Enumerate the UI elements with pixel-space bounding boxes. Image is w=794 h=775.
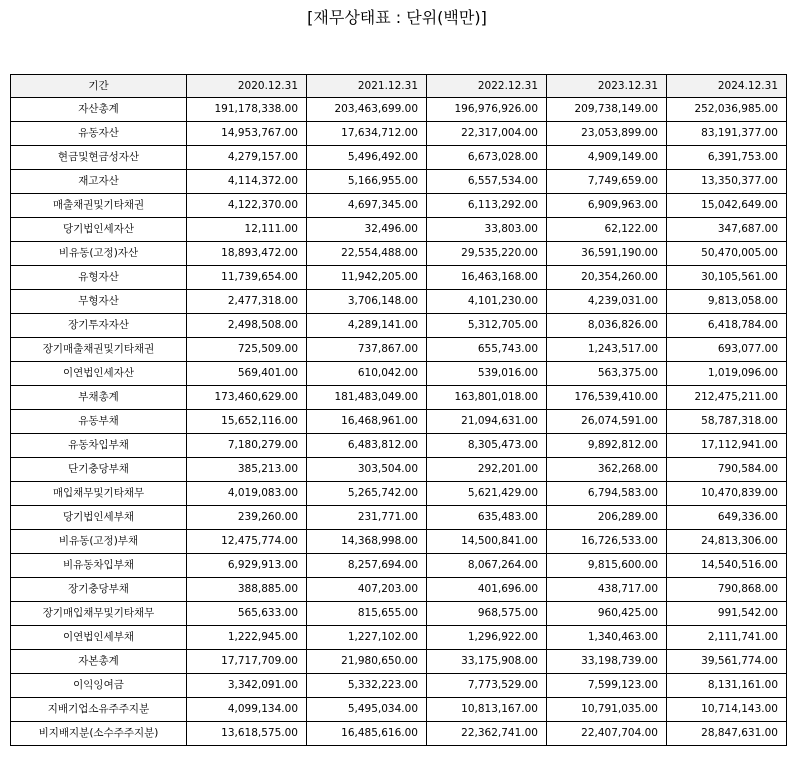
table-row — [11, 458, 787, 482]
value-cell: 14,500,841.00 — [427, 530, 547, 554]
table-row — [11, 698, 787, 722]
value-cell: 14,540,516.00 — [667, 554, 787, 578]
value-cell: 18,893,472.00 — [187, 242, 307, 266]
value-cell: 539,016.00 — [427, 362, 547, 386]
value-cell: 347,687.00 — [667, 218, 787, 242]
value-cell: 83,191,377.00 — [667, 122, 787, 146]
value-cell: 22,554,488.00 — [307, 242, 427, 266]
row-label: 이연법인세자산 — [11, 362, 187, 386]
value-cell: 1,243,517.00 — [547, 338, 667, 362]
period-column-header: 기간 — [11, 75, 187, 98]
value-cell: 62,122.00 — [547, 218, 667, 242]
page-title: [재무상태표 : 단위(백만)] — [307, 8, 487, 27]
value-cell: 6,929,913.00 — [187, 554, 307, 578]
value-cell: 16,726,533.00 — [547, 530, 667, 554]
table-row — [11, 218, 787, 242]
value-cell: 303,504.00 — [307, 458, 427, 482]
period-header-2021: 2021.12.31 — [307, 75, 427, 98]
value-cell: 6,391,753.00 — [667, 146, 787, 170]
value-cell: 21,094,631.00 — [427, 410, 547, 434]
value-cell: 13,618,575.00 — [187, 722, 307, 746]
value-cell: 635,483.00 — [427, 506, 547, 530]
value-cell: 22,407,704.00 — [547, 722, 667, 746]
value-cell: 203,463,699.00 — [307, 98, 427, 122]
value-cell: 3,706,148.00 — [307, 290, 427, 314]
value-cell: 6,113,292.00 — [427, 194, 547, 218]
value-cell: 14,953,767.00 — [187, 122, 307, 146]
value-cell: 181,483,049.00 — [307, 386, 427, 410]
row-label: 이연법인세부채 — [11, 626, 187, 650]
period-header-2024: 2024.12.31 — [667, 75, 787, 98]
row-label: 비지배지분(소수주주지분) — [11, 722, 187, 746]
row-label: 부채총계 — [11, 386, 187, 410]
value-cell: 569,401.00 — [187, 362, 307, 386]
value-cell: 655,743.00 — [427, 338, 547, 362]
period-header-2020: 2020.12.31 — [187, 75, 307, 98]
value-cell: 15,652,116.00 — [187, 410, 307, 434]
value-cell: 17,112,941.00 — [667, 434, 787, 458]
table-row — [11, 386, 787, 410]
value-cell: 39,561,774.00 — [667, 650, 787, 674]
table-row — [11, 650, 787, 674]
value-cell: 407,203.00 — [307, 578, 427, 602]
table-row — [11, 290, 787, 314]
row-label: 장기매출채권및기타채권 — [11, 338, 187, 362]
value-cell: 385,213.00 — [187, 458, 307, 482]
value-cell: 5,312,705.00 — [427, 314, 547, 338]
table-row — [11, 626, 787, 650]
value-cell: 22,362,741.00 — [427, 722, 547, 746]
value-cell: 209,738,149.00 — [547, 98, 667, 122]
value-cell: 6,909,963.00 — [547, 194, 667, 218]
value-cell: 790,584.00 — [667, 458, 787, 482]
value-cell: 24,813,306.00 — [667, 530, 787, 554]
table-body — [11, 98, 787, 746]
value-cell: 252,036,985.00 — [667, 98, 787, 122]
value-cell: 4,239,031.00 — [547, 290, 667, 314]
value-cell: 10,470,839.00 — [667, 482, 787, 506]
value-cell: 10,813,167.00 — [427, 698, 547, 722]
table-row — [11, 722, 787, 746]
value-cell: 23,053,899.00 — [547, 122, 667, 146]
value-cell: 565,633.00 — [187, 602, 307, 626]
value-cell: 7,180,279.00 — [187, 434, 307, 458]
value-cell: 22,317,004.00 — [427, 122, 547, 146]
value-cell: 28,847,631.00 — [667, 722, 787, 746]
value-cell: 4,114,372.00 — [187, 170, 307, 194]
value-cell: 16,463,168.00 — [427, 266, 547, 290]
value-cell: 8,305,473.00 — [427, 434, 547, 458]
table-row — [11, 266, 787, 290]
row-label: 이익잉여금 — [11, 674, 187, 698]
row-label: 장기충당부채 — [11, 578, 187, 602]
value-cell: 3,342,091.00 — [187, 674, 307, 698]
value-cell: 5,496,492.00 — [307, 146, 427, 170]
row-label: 현금및현금성자산 — [11, 146, 187, 170]
value-cell: 33,175,908.00 — [427, 650, 547, 674]
table-row — [11, 146, 787, 170]
value-cell: 9,813,058.00 — [667, 290, 787, 314]
table-row — [11, 674, 787, 698]
value-cell: 790,868.00 — [667, 578, 787, 602]
value-cell: 212,475,211.00 — [667, 386, 787, 410]
value-cell: 17,717,709.00 — [187, 650, 307, 674]
table-row — [11, 434, 787, 458]
row-label: 단기충당부채 — [11, 458, 187, 482]
value-cell: 4,019,083.00 — [187, 482, 307, 506]
table-row — [11, 194, 787, 218]
value-cell: 21,980,650.00 — [307, 650, 427, 674]
value-cell: 17,634,712.00 — [307, 122, 427, 146]
table-row — [11, 410, 787, 434]
row-label: 유형자산 — [11, 266, 187, 290]
value-cell: 388,885.00 — [187, 578, 307, 602]
row-label: 유동차입부채 — [11, 434, 187, 458]
value-cell: 11,942,205.00 — [307, 266, 427, 290]
row-label: 비유동(고정)자산 — [11, 242, 187, 266]
value-cell: 7,773,529.00 — [427, 674, 547, 698]
value-cell: 10,714,143.00 — [667, 698, 787, 722]
value-cell: 2,477,318.00 — [187, 290, 307, 314]
row-label: 지배기업소유주주지분 — [11, 698, 187, 722]
value-cell: 8,036,826.00 — [547, 314, 667, 338]
value-cell: 163,801,018.00 — [427, 386, 547, 410]
value-cell: 6,557,534.00 — [427, 170, 547, 194]
value-cell: 6,673,028.00 — [427, 146, 547, 170]
table-row — [11, 170, 787, 194]
value-cell: 173,460,629.00 — [187, 386, 307, 410]
value-cell: 26,074,591.00 — [547, 410, 667, 434]
row-label: 비유동(고정)부채 — [11, 530, 187, 554]
value-cell: 960,425.00 — [547, 602, 667, 626]
table-row — [11, 98, 787, 122]
value-cell: 6,418,784.00 — [667, 314, 787, 338]
value-cell: 12,475,774.00 — [187, 530, 307, 554]
value-cell: 438,717.00 — [547, 578, 667, 602]
value-cell: 991,542.00 — [667, 602, 787, 626]
table-row — [11, 482, 787, 506]
value-cell: 5,495,034.00 — [307, 698, 427, 722]
table-row — [11, 530, 787, 554]
table-row — [11, 602, 787, 626]
row-label: 무형자산 — [11, 290, 187, 314]
value-cell: 15,042,649.00 — [667, 194, 787, 218]
table-row — [11, 242, 787, 266]
value-cell: 206,289.00 — [547, 506, 667, 530]
value-cell: 231,771.00 — [307, 506, 427, 530]
value-cell: 29,535,220.00 — [427, 242, 547, 266]
value-cell: 4,122,370.00 — [187, 194, 307, 218]
value-cell: 4,289,141.00 — [307, 314, 427, 338]
value-cell: 50,470,005.00 — [667, 242, 787, 266]
value-cell: 20,354,260.00 — [547, 266, 667, 290]
value-cell: 2,498,508.00 — [187, 314, 307, 338]
value-cell: 36,591,190.00 — [547, 242, 667, 266]
row-label: 매출채권및기타채권 — [11, 194, 187, 218]
value-cell: 4,697,345.00 — [307, 194, 427, 218]
value-cell: 13,350,377.00 — [667, 170, 787, 194]
value-cell: 5,166,955.00 — [307, 170, 427, 194]
value-cell: 8,067,264.00 — [427, 554, 547, 578]
value-cell: 33,198,739.00 — [547, 650, 667, 674]
value-cell: 196,976,926.00 — [427, 98, 547, 122]
table-row — [11, 122, 787, 146]
row-label: 유동자산 — [11, 122, 187, 146]
value-cell: 191,178,338.00 — [187, 98, 307, 122]
row-label: 장기매입채무및기타채무 — [11, 602, 187, 626]
row-label: 매입채무및기타채무 — [11, 482, 187, 506]
value-cell: 725,509.00 — [187, 338, 307, 362]
value-cell: 4,279,157.00 — [187, 146, 307, 170]
value-cell: 30,105,561.00 — [667, 266, 787, 290]
value-cell: 693,077.00 — [667, 338, 787, 362]
value-cell: 58,787,318.00 — [667, 410, 787, 434]
value-cell: 401,696.00 — [427, 578, 547, 602]
value-cell: 14,368,998.00 — [307, 530, 427, 554]
period-header-2022: 2022.12.31 — [427, 75, 547, 98]
table-row — [11, 362, 787, 386]
value-cell: 7,599,123.00 — [547, 674, 667, 698]
value-cell: 5,332,223.00 — [307, 674, 427, 698]
value-cell: 9,815,600.00 — [547, 554, 667, 578]
value-cell: 8,131,161.00 — [667, 674, 787, 698]
table-row — [11, 578, 787, 602]
value-cell: 33,803.00 — [427, 218, 547, 242]
row-label: 비유동차입부채 — [11, 554, 187, 578]
row-label: 당기법인세자산 — [11, 218, 187, 242]
value-cell: 1,227,102.00 — [307, 626, 427, 650]
row-label: 자산총계 — [11, 98, 187, 122]
value-cell: 2,111,741.00 — [667, 626, 787, 650]
value-cell: 737,867.00 — [307, 338, 427, 362]
financial-statement-table — [10, 74, 787, 746]
value-cell: 239,260.00 — [187, 506, 307, 530]
value-cell: 16,485,616.00 — [307, 722, 427, 746]
value-cell: 10,791,035.00 — [547, 698, 667, 722]
row-label: 재고자산 — [11, 170, 187, 194]
row-label: 유동부채 — [11, 410, 187, 434]
value-cell: 563,375.00 — [547, 362, 667, 386]
value-cell: 9,892,812.00 — [547, 434, 667, 458]
value-cell: 12,111.00 — [187, 218, 307, 242]
value-cell: 5,621,429.00 — [427, 482, 547, 506]
value-cell: 8,257,694.00 — [307, 554, 427, 578]
value-cell: 4,909,149.00 — [547, 146, 667, 170]
value-cell: 815,655.00 — [307, 602, 427, 626]
value-cell: 362,268.00 — [547, 458, 667, 482]
value-cell: 1,222,945.00 — [187, 626, 307, 650]
period-header-2023: 2023.12.31 — [547, 75, 667, 98]
value-cell: 649,336.00 — [667, 506, 787, 530]
table-row — [11, 506, 787, 530]
value-cell: 32,496.00 — [307, 218, 427, 242]
value-cell: 4,099,134.00 — [187, 698, 307, 722]
value-cell: 1,296,922.00 — [427, 626, 547, 650]
value-cell: 968,575.00 — [427, 602, 547, 626]
table-row — [11, 314, 787, 338]
table-header-row — [11, 75, 787, 98]
value-cell: 4,101,230.00 — [427, 290, 547, 314]
value-cell: 16,468,961.00 — [307, 410, 427, 434]
row-label: 당기법인세부채 — [11, 506, 187, 530]
value-cell: 6,483,812.00 — [307, 434, 427, 458]
row-label: 장기투자자산 — [11, 314, 187, 338]
table-row — [11, 554, 787, 578]
value-cell: 176,539,410.00 — [547, 386, 667, 410]
value-cell: 1,019,096.00 — [667, 362, 787, 386]
value-cell: 1,340,463.00 — [547, 626, 667, 650]
value-cell: 6,794,583.00 — [547, 482, 667, 506]
table-row — [11, 338, 787, 362]
value-cell: 11,739,654.00 — [187, 266, 307, 290]
value-cell: 292,201.00 — [427, 458, 547, 482]
value-cell: 610,042.00 — [307, 362, 427, 386]
value-cell: 5,265,742.00 — [307, 482, 427, 506]
value-cell: 7,749,659.00 — [547, 170, 667, 194]
row-label: 자본총계 — [11, 650, 187, 674]
